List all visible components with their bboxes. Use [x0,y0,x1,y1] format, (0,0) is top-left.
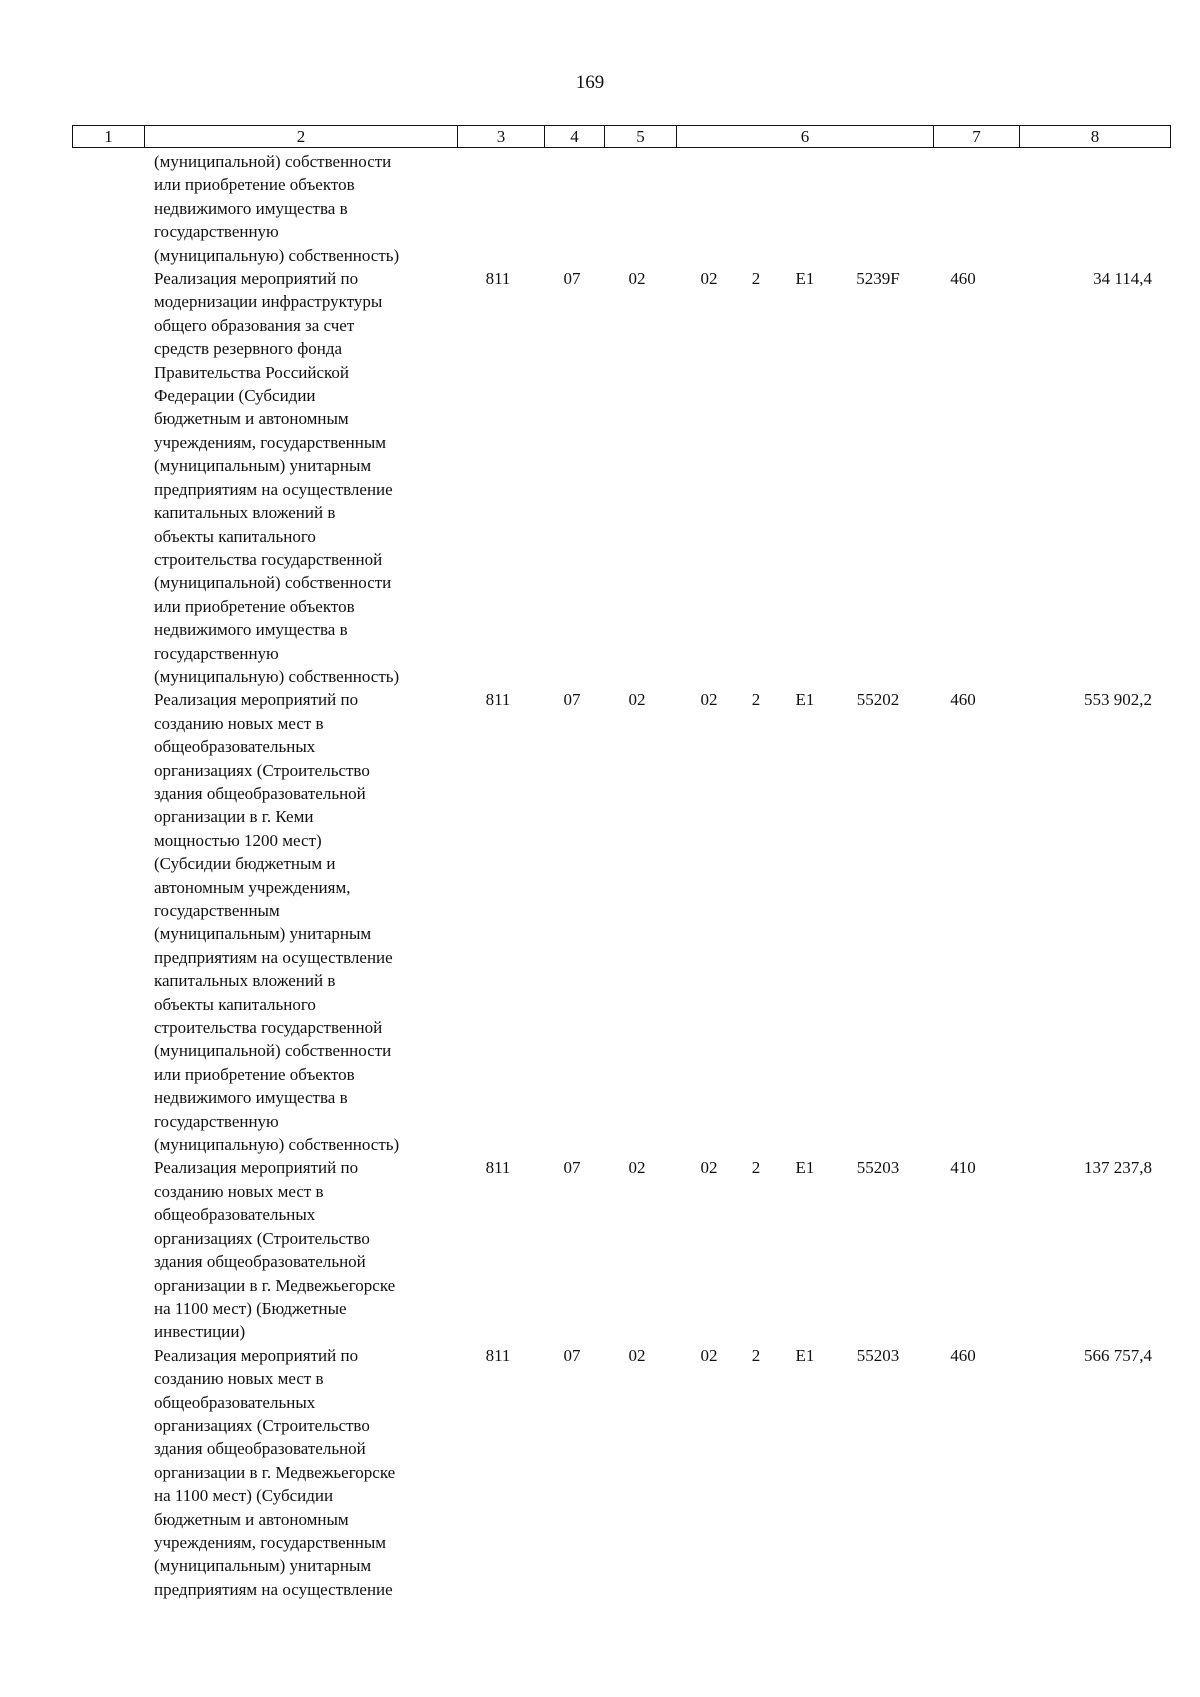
description-line: предприятиям на осуществление [154,479,393,499]
description-line: созданию новых мест в [154,1181,324,1201]
description-line: на 1100 мест) (Бюджетные [154,1298,347,1318]
row-description [154,1156,454,1343]
description-line: организациях (Строительство [154,1228,370,1248]
description-line: Реализация мероприятий по [154,690,359,710]
description-line: строительства государственной [154,549,383,569]
description-line: здания общеобразовательной [154,783,366,803]
program-code-cell: 02 [700,1345,718,1365]
description-line: созданию новых мест в [154,1369,324,1389]
description-line: мощностью 1200 мест) [154,830,322,850]
section-code-cell: 07 [563,1158,581,1178]
description-line: (муниципальной) собственности [154,1041,392,1061]
row-description [154,1344,454,1601]
description-line: организации в г. Медвежьегорске [154,1462,396,1482]
row-description [154,267,454,688]
table-row [0,688,1200,1156]
description-line: объекты капитального [154,994,316,1014]
description-line: (муниципальную) собственность) [154,666,400,686]
table-body [0,150,1200,1601]
direction-code-cell: 55203 [856,1345,900,1365]
table-row [0,267,1200,688]
continuation-row [0,150,1200,267]
program-code-cell: 02 [700,1158,718,1178]
section-code-cell: 07 [563,690,581,710]
subsection-code-cell: 02 [628,1158,646,1178]
header-col-5: 5 [605,126,677,148]
description-line: государственную [154,222,279,242]
description-line: (муниципальной) собственности [154,573,392,593]
header-col-2: 2 [145,126,458,148]
expense-type-code-cell: 460 [950,690,976,710]
description-line: Реализация мероприятий по [154,1158,359,1178]
description-line: капитальных вложений в [154,971,336,991]
description-line: здания общеобразовательной [154,1252,366,1272]
header-col-7: 7 [934,126,1020,148]
description-line: строительства государственной [154,1018,383,1038]
subprogram-code-cell: 2 [751,1158,761,1178]
program-code-cell: 02 [700,690,718,710]
header-row [73,126,1171,148]
ved-code-cell: 811 [485,1345,511,1365]
description-line: на 1100 мест) (Субсидии [154,1486,334,1506]
description-line: (муниципальным) унитарным [154,1556,372,1576]
direction-code-cell: 5239F [856,269,900,289]
header-col-1: 1 [73,126,145,148]
expense-type-code-cell: 460 [950,269,976,289]
header-col-4: 4 [545,126,605,148]
subprogram-code-cell: 2 [751,690,761,710]
description-line: (муниципальной) собственности [154,152,392,171]
description-line: предприятиям на осуществление [154,1579,393,1599]
description-line: Реализация мероприятий по [154,269,359,289]
project-code-cell: E1 [795,269,815,289]
ved-code-cell: 811 [485,690,511,710]
amount-cell: 34 114,4 [1093,269,1152,289]
description-line: организациях (Строительство [154,760,370,780]
description-line: учреждениям, государственным [154,432,387,452]
description-line: объекты капитального [154,526,316,546]
description-line: недвижимого имущества в [154,620,348,640]
row-description [154,688,454,1156]
description-line: общеобразовательных [154,1392,316,1412]
program-code-cell: 02 [700,269,718,289]
description-line: (Субсидии бюджетным и [154,854,336,874]
description-line: или приобретение объектов [154,1064,355,1084]
header-col-6: 6 [677,126,934,148]
description-line: здания общеобразовательной [154,1439,366,1459]
description-line: предприятиям на осуществление [154,947,393,967]
column-header-table [72,125,1171,148]
description-line: средств резервного фонда [154,339,343,359]
header-col-3: 3 [458,126,545,148]
description-line: недвижимого имущества в [154,1088,348,1108]
description-line: капитальных вложений в [154,503,336,523]
subsection-code-cell: 02 [628,269,646,289]
description-line: организациях (Строительство [154,1415,370,1435]
section-code-cell: 07 [563,269,581,289]
ved-code-cell: 811 [485,269,511,289]
expense-type-code-cell: 410 [950,1158,976,1178]
description-line: Федерации (Субсидии [154,386,316,406]
description-line: (муниципальную) собственность) [154,1135,400,1155]
table-row [0,1156,1200,1343]
description-line: или приобретение объектов [154,175,355,195]
description-line: бюджетным и автономным [154,1509,349,1529]
description-line: (муниципальным) унитарным [154,924,372,944]
description-line: учреждениям, государственным [154,1532,387,1552]
amount-cell: 566 757,4 [1084,1345,1152,1365]
direction-code-cell: 55203 [856,1158,900,1178]
description-line: или приобретение объектов [154,596,355,616]
subprogram-code-cell: 2 [751,269,761,289]
description-line: автономным учреждениям, [154,877,351,897]
expense-type-code-cell: 460 [950,1345,976,1365]
section-code-cell: 07 [563,1345,581,1365]
description-line: недвижимого имущества в [154,198,348,218]
description-line: (муниципальную) собственность) [154,245,400,265]
description-line: Правительства Российской [154,362,350,382]
subsection-code-cell: 02 [628,690,646,710]
description-line: организации в г. Кеми [154,807,314,827]
description-line: Реализация мероприятий по [154,1345,359,1365]
description-line: государственную [154,643,279,663]
project-code-cell: E1 [795,1158,815,1178]
subprogram-code-cell: 2 [751,1345,761,1365]
description-line: организации в г. Медвежьегорске [154,1275,396,1295]
description-line: (муниципальным) унитарным [154,456,372,476]
project-code-cell: E1 [795,1345,815,1365]
page-number: 169 [575,72,605,93]
description-line: модернизации инфраструктуры [154,292,383,312]
description-line: общеобразовательных [154,737,316,757]
subsection-code-cell: 02 [628,1345,646,1365]
header-col-8: 8 [1020,126,1171,148]
continuation-description [154,150,454,267]
project-code-cell: E1 [795,690,815,710]
table-row [0,1344,1200,1601]
amount-cell: 553 902,2 [1084,690,1152,710]
description-line: инвестиции) [154,1322,246,1342]
description-line: общего образования за счет [154,315,355,335]
direction-code-cell: 55202 [856,690,900,710]
amount-cell: 137 237,8 [1084,1158,1152,1178]
description-line: созданию новых мест в [154,713,324,733]
ved-code-cell: 811 [485,1158,511,1178]
description-line: государственным [154,901,280,920]
description-line: общеобразовательных [154,1205,316,1225]
description-line: государственную [154,1111,279,1131]
description-line: бюджетным и автономным [154,409,349,429]
